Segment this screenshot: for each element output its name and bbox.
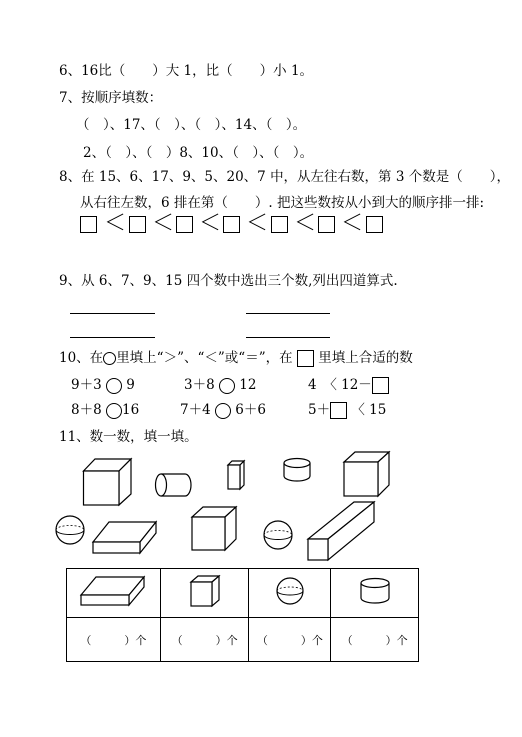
question-10-title bbox=[59, 349, 413, 367]
cylinder-icon bbox=[155, 473, 193, 497]
answer-line[interactable] bbox=[70, 313, 155, 314]
expression: 7＋4 bbox=[180, 402, 211, 418]
compare-item-5 bbox=[180, 401, 266, 419]
cuboid-long-icon bbox=[307, 501, 375, 561]
cylinder-icon bbox=[283, 458, 311, 482]
compare-item-2 bbox=[184, 376, 256, 394]
expression: 16 bbox=[121, 402, 140, 418]
answer-cell[interactable]: （ ）个 bbox=[331, 618, 419, 662]
less-than-sign: ＜ bbox=[152, 211, 175, 236]
answer-box[interactable] bbox=[330, 402, 347, 419]
cuboid-flat-icon bbox=[92, 521, 158, 554]
answer-box[interactable] bbox=[372, 377, 389, 394]
question-11-title: 11、数一数，填一填。 bbox=[59, 429, 198, 445]
answer-line[interactable] bbox=[70, 337, 155, 338]
expression: 8＋8 bbox=[71, 402, 102, 418]
counting-table bbox=[66, 568, 419, 662]
answer-box[interactable] bbox=[176, 216, 193, 233]
cuboid-flat-icon bbox=[80, 576, 146, 606]
answer-box[interactable] bbox=[318, 216, 335, 233]
expression: 6＋6 bbox=[235, 402, 266, 418]
table-cell bbox=[160, 569, 249, 618]
answer-box[interactable] bbox=[271, 216, 288, 233]
compare-circle[interactable] bbox=[215, 403, 231, 419]
table-cell bbox=[331, 569, 419, 618]
answer-cell[interactable]: （ ）个 bbox=[160, 618, 249, 662]
cuboid-icon bbox=[227, 460, 245, 490]
less-than-sign: ＜ bbox=[104, 211, 127, 236]
question-9: 9、从 6、7、9、15 四个数中选出三个数,列出四道算式. bbox=[59, 273, 398, 289]
q10-title-a: 10、在 bbox=[59, 350, 104, 366]
q10-title-b: 里填上“＞”、“＜”或“＝”，在 bbox=[116, 350, 293, 366]
cube-icon bbox=[343, 451, 391, 497]
question-8-line-1: 8、在 15、6、17、9、5、20、7 中，从左往右数，第 3 个数是（ ）， bbox=[59, 169, 510, 185]
question-8-line-2: 从右往左数，6 排在第（ ）. 把这些数按从小到大的顺序排一排: bbox=[80, 195, 485, 211]
answer-cell[interactable]: （ ）个 bbox=[67, 618, 161, 662]
answer-line[interactable] bbox=[246, 337, 330, 338]
expression: 〈 15 bbox=[351, 402, 387, 418]
cube-icon bbox=[83, 458, 133, 506]
expression: 9＋3 bbox=[71, 377, 102, 393]
compare-item-4 bbox=[71, 401, 139, 419]
answer-box[interactable] bbox=[223, 216, 240, 233]
expression: 3＋8 bbox=[184, 377, 215, 393]
sphere-icon bbox=[55, 515, 85, 545]
answer-box[interactable] bbox=[80, 216, 97, 233]
cylinder-icon bbox=[360, 578, 390, 604]
answer-line[interactable] bbox=[246, 313, 330, 314]
answer-box[interactable] bbox=[366, 216, 383, 233]
sphere-icon bbox=[276, 577, 304, 605]
expression: 12 bbox=[239, 377, 257, 393]
q10-title-c: 里填上合适的数 bbox=[318, 350, 413, 366]
question-7-row-1: （ ）、17、（ ）、（ ）、14、（ ）。 bbox=[76, 117, 307, 133]
circle-icon bbox=[103, 352, 116, 365]
compare-circle[interactable] bbox=[106, 403, 122, 419]
answer-cell[interactable]: （ ）个 bbox=[249, 618, 331, 662]
compare-item-6 bbox=[308, 401, 386, 419]
square-icon bbox=[297, 350, 314, 367]
less-than-sign: ＜ bbox=[199, 211, 222, 236]
compare-item-1 bbox=[71, 376, 135, 394]
compare-circle[interactable] bbox=[219, 378, 235, 394]
expression: 9 bbox=[126, 377, 135, 393]
table-row bbox=[67, 618, 419, 662]
table-cell bbox=[67, 569, 161, 618]
cube-icon bbox=[190, 575, 220, 607]
less-than-sign: ＜ bbox=[246, 211, 269, 236]
cube-icon bbox=[191, 506, 237, 551]
question-6: 6、16比（ ）大 1，比（ ）小 1。 bbox=[59, 63, 314, 79]
less-than-sign: ＜ bbox=[341, 211, 364, 236]
answer-box[interactable] bbox=[129, 216, 146, 233]
table-row bbox=[67, 569, 419, 618]
compare-circle[interactable] bbox=[106, 378, 122, 394]
expression: 4 〈 12－ bbox=[308, 377, 372, 393]
compare-item-3 bbox=[308, 376, 389, 394]
question-7-title: 7、按顺序填数： bbox=[59, 90, 163, 106]
table-cell bbox=[249, 569, 331, 618]
sphere-icon bbox=[263, 520, 293, 550]
expression: 5＋ bbox=[308, 402, 331, 418]
question-7-row-2: 2、（ ）、（ ）8、10、（ ）、（ ）。 bbox=[83, 145, 314, 161]
less-than-sign: ＜ bbox=[294, 211, 317, 236]
